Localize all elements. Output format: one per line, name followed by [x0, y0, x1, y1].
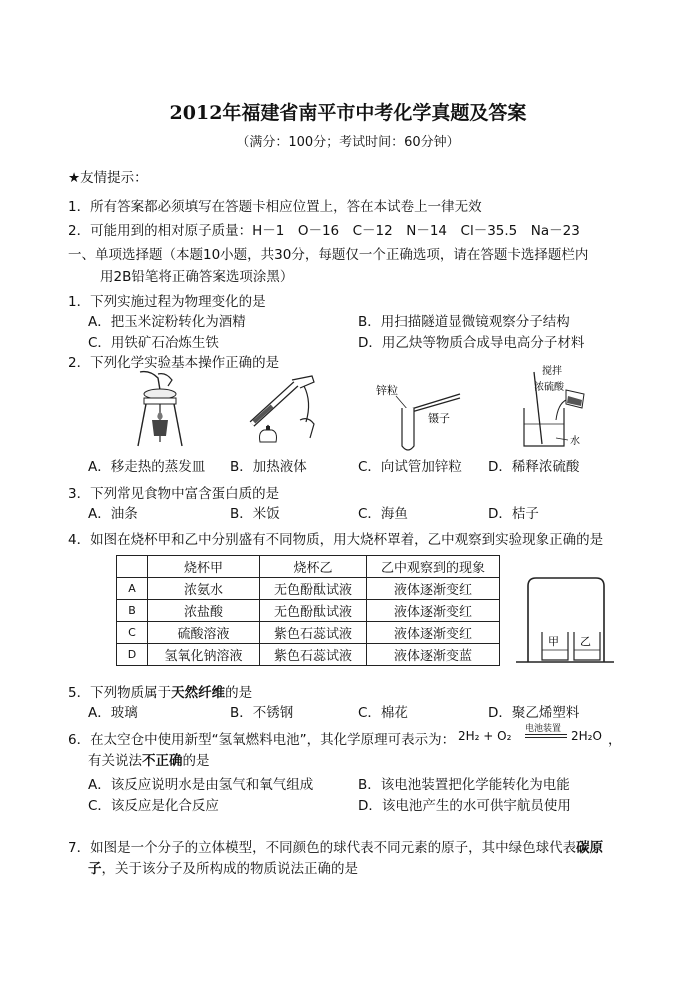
section-1-heading-cont: 用2B铅笔将正确答案选项涂黑）: [100, 269, 294, 285]
label-stir: 搅拌: [542, 366, 562, 377]
table-header: 乙中观察到的现象: [367, 556, 500, 578]
table-cell: 浓盐酸: [148, 600, 260, 622]
q2-option-d: D．稀释浓硫酸: [488, 459, 580, 475]
q2-option-a: A．移走热的蒸发皿: [88, 459, 206, 475]
table-cell: 无色酚酞试液: [260, 600, 367, 622]
table-row: [117, 600, 500, 622]
table-cell: 紫色石蕊试液: [260, 622, 367, 644]
table-cell: 液体逐渐变红: [367, 578, 500, 600]
q7-stem-prefix: 7．如图是一个分子的立体模型，不同颜色的球代表不同元素的原子，其中绿色球代表: [68, 840, 577, 856]
tip-1: 1．所有答案都必须填写在答题卡相应位置上，答在本试卷上一律无效: [68, 199, 482, 215]
table-cell: 浓氨水: [148, 578, 260, 600]
q5-stem-suffix: 的是: [225, 685, 253, 701]
q6-equation-condition: 电池装置: [525, 724, 562, 734]
q6-equation-arrow: [525, 734, 567, 735]
tips-heading: ★友情提示：: [68, 170, 148, 186]
table-cell: 紫色石蕊试液: [260, 644, 367, 666]
q6-option-a: A．该反应说明水是由氢气和氧气组成: [88, 777, 314, 793]
q7-stem-emphasis: 碳原: [576, 840, 604, 856]
table-header: 烧杯乙: [260, 556, 367, 578]
section-1-heading: 一、单项选择题（本题10小题，共30分，每题仅一个正确选项，请在答题卡选择题栏内: [68, 247, 589, 263]
q1-option-a: A．把玉米淀粉转化为酒精: [88, 314, 246, 330]
q6-option-c: C．该反应是化合反应: [88, 798, 219, 814]
table-header: [117, 556, 148, 578]
table-row: [117, 622, 500, 644]
table-cell: A: [117, 578, 148, 600]
q5-option-c: C．棉花: [358, 705, 408, 721]
q6-stem-2: [88, 749, 210, 769]
table-header: 烧杯甲: [148, 556, 260, 578]
table-cell: 液体逐渐变红: [367, 622, 500, 644]
q6-stem: 6．在太空仓中使用新型“氢氧燃料电池”，其化学原理可表示为：: [68, 732, 456, 748]
q2-option-c: C．向试管加锌粒: [358, 459, 462, 475]
q5-stem: [68, 681, 252, 701]
table-cell: 氢氧化钠溶液: [148, 644, 260, 666]
q7-stem-2: [88, 857, 358, 877]
q3-option-b: B．米饭: [230, 506, 280, 522]
q6-equation-comma: ，: [608, 732, 622, 748]
table-cell: 液体逐渐变红: [367, 600, 500, 622]
q3-stem: 3．下列常见食物中富含蛋白质的是: [68, 486, 280, 502]
q6-stem-2-suffix: 的是: [182, 753, 210, 769]
figure-adding-zinc: [368, 380, 468, 452]
figure-beakers: [514, 572, 616, 666]
experiment-table: [116, 555, 500, 666]
q2-stem: 2．下列化学实验基本操作正确的是: [68, 355, 280, 371]
table-cell: D: [117, 644, 148, 666]
q5-option-d: D．聚乙烯塑料: [488, 705, 580, 721]
q3-option-a: A．油条: [88, 506, 138, 522]
q7-stem-2-suffix: ，关于该分子及所构成的物质说法正确的是: [101, 861, 358, 877]
table-row: [117, 644, 500, 666]
figure-evaporating-dish: [130, 370, 190, 450]
q6-stem-2-emphasis: 不正确: [142, 753, 183, 769]
figure-diluting-acid: [512, 364, 592, 454]
label-beaker-jia: 甲: [548, 635, 559, 648]
q6-equation-arrow-2: [525, 737, 567, 738]
q7-stem-2-emphasis: 子: [88, 861, 102, 877]
figure-heating-liquid: [242, 372, 322, 450]
q1-option-d: D．用乙炔等物质合成导电高分子材料: [358, 335, 585, 351]
q5-option-b: B．不锈钢: [230, 705, 294, 721]
q1-option-c: C．用铁矿石冶炼生铁: [88, 335, 219, 351]
table-cell: 液体逐渐变蓝: [367, 644, 500, 666]
q6-equation-right: 2H₂O: [571, 729, 602, 743]
q4-stem: 4．如图在烧杯甲和乙中分别盛有不同物质，用大烧杯罩着，乙中观察到实验现象正确的是: [68, 532, 604, 548]
label-beaker-yi: 乙: [580, 635, 591, 648]
table-cell: C: [117, 622, 148, 644]
q3-option-c: C．海鱼: [358, 506, 408, 522]
q1-stem: 1．下列实施过程为物理变化的是: [68, 294, 266, 310]
table-row: [117, 578, 500, 600]
q3-option-d: D．桔子: [488, 506, 539, 522]
label-zinc: 锌粒: [376, 384, 398, 397]
tip-2: 2．可能用到的相对原子质量：H－1 O－16 C－12 N－14 Cl－35.5 Na－23: [68, 223, 580, 239]
q6-equation-left: 2H₂ + O₂: [458, 729, 512, 743]
q5-stem-emphasis: 天然纤维: [171, 685, 226, 701]
page-title: 2012年福建省南平市中考化学真题及答案: [169, 102, 527, 124]
q6-option-d: D．该电池产生的水可供宇航员使用: [358, 798, 571, 814]
q2-option-b: B．加热液体: [230, 459, 307, 475]
exam-info: （满分：100分；考试时间：60分钟）: [236, 135, 460, 150]
label-conc-acid: 浓硫酸: [534, 382, 564, 393]
q5-stem-prefix: 5．下列物质属于: [68, 685, 172, 701]
label-tweezers: 镊子: [428, 412, 450, 425]
q1-option-b: B．用扫描隧道显微镜观察分子结构: [358, 314, 570, 330]
q6-stem-2-prefix: 有关说法: [88, 753, 142, 769]
q6-option-b: B．该电池装置把化学能转化为电能: [358, 777, 570, 793]
table-cell: 无色酚酞试液: [260, 578, 367, 600]
table-cell: 硫酸溶液: [148, 622, 260, 644]
q7-stem: [68, 836, 603, 856]
table-header-row: [117, 556, 500, 578]
q5-option-a: A．玻璃: [88, 705, 138, 721]
table-cell: B: [117, 600, 148, 622]
label-water: 水: [570, 436, 580, 447]
